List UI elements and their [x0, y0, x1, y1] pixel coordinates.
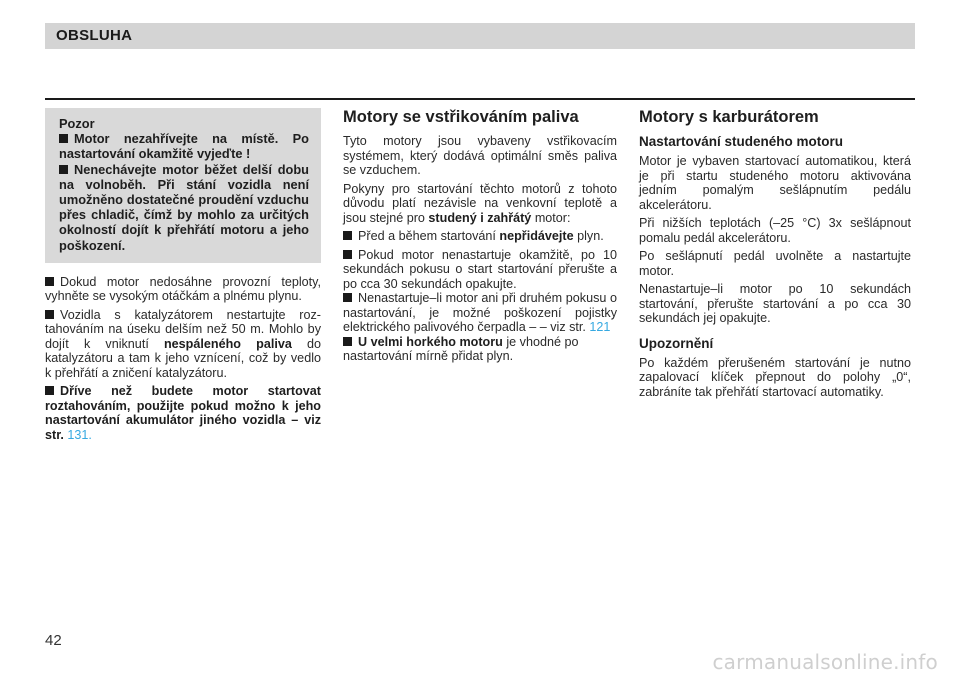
column-left	[45, 108, 321, 446]
bullet-icon	[45, 310, 54, 319]
warning-box	[45, 108, 321, 263]
warning-item-1: Motor nezahřívejte na místě. Po nastartování okamžitě vyjeďte !	[59, 131, 309, 162]
paragraph: Po každém přerušeném startování je nutno zapalovací klíček přepnout do polohy „0“, zabráníte tak přehřátí startovací automatiky.	[639, 355, 911, 399]
page-link-131[interactable]: 131.	[67, 427, 92, 442]
paragraph: Pokud motor nenastartuje okamžitě, po 10 sekundách pokusu o start startování přerušte a po cca 30 sekundách opakujte.	[343, 247, 617, 291]
column-title: Motory s karburátorem	[639, 108, 819, 126]
watermark: carmanualsonline.info	[712, 650, 938, 674]
bullet-icon	[343, 337, 352, 346]
bullet-icon	[343, 250, 352, 259]
paragraph: Nenastartuje–li motor ani při druhém pokusu o nastartování, je možné poškození pojistky elektrického palivového čerpadla – – viz str. 121	[343, 291, 617, 334]
paragraph: Motor je vybaven startovací automatikou, která je při startu studeného motoru aktivována jedním pomalým sešlápnutím pedálu akcelerátoru.	[639, 154, 911, 212]
column-right	[639, 108, 911, 403]
paragraph: Před a během startování nepřidávejte plyn.	[343, 229, 617, 244]
bullet-icon	[59, 165, 68, 174]
page-number: 42	[45, 632, 62, 649]
subheading: Upozornění	[639, 335, 714, 351]
column-title: Motory se vstřikováním paliva	[343, 108, 579, 126]
column-middle	[343, 108, 617, 368]
page-link-121[interactable]: 121	[589, 320, 611, 334]
section-title: OBSLUHA	[56, 27, 133, 44]
paragraph: Po sešlápnutí pedál uvolněte a nastartujte motor.	[639, 249, 911, 278]
bullet-icon	[343, 231, 352, 240]
section-header	[45, 23, 915, 49]
horizontal-rule	[45, 98, 915, 100]
paragraph: Nenastartuje–li motor po 10 sekundách startování, přerušte startování a po cca 30 sekundách jej opakujte.	[639, 282, 911, 325]
paragraph: Vozidla s katalyzátorem nestartujte roztahováním na úseku delším než 50 m. Mohlo by dojít k vniknutí nespáleného paliva do katalyzátoru a tam k jeho vznícení, což by vedlo k přehřátí a zničení katalyzátoru.	[45, 307, 321, 380]
paragraph: Při nižších teplotách (–25 °C) 3x sešlápnout pomalu pedál akcelerátoru.	[639, 216, 911, 245]
paragraph: Dříve než budete motor startovat roztahováním, použijte pokud možno k jeho nastartování akumulátor jiného vozidla – viz str. 131.	[45, 384, 321, 442]
paragraph: Tyto motory jsou vybaveny vstřikovacím systémem, který dodává optimální směs paliva se vzduchem.	[343, 134, 617, 177]
bullet-icon	[343, 293, 352, 302]
paragraph: Dokud motor nedosáhne provozní teploty, vyhněte se vysokým otáčkám a plnému plynu.	[45, 274, 321, 304]
warning-item-2: Nenechávejte motor běžet delší dobu na volnoběh. Při stání vozidla není umožněno dostatečné proudění vzduchu přes chladič, čímž by mohlo za určitých okolností dojít k přehřátí motoru a jeho poškození.	[59, 161, 309, 253]
paragraph: U velmi horkého motoru je vhodné po nastartování mírně přidat plyn.	[343, 334, 579, 363]
bullet-icon	[45, 386, 54, 395]
bullet-icon	[59, 134, 68, 143]
subheading: Nastartování studeného motoru	[639, 134, 844, 149]
bullet-icon	[45, 277, 54, 286]
paragraph: Pokyny pro startování těchto motorů z tohoto důvodu platí nezávisle na venkovní teplotě a jsou stejné pro studený i zahřátý motor:	[343, 181, 617, 225]
warning-title: Pozor	[59, 116, 95, 131]
